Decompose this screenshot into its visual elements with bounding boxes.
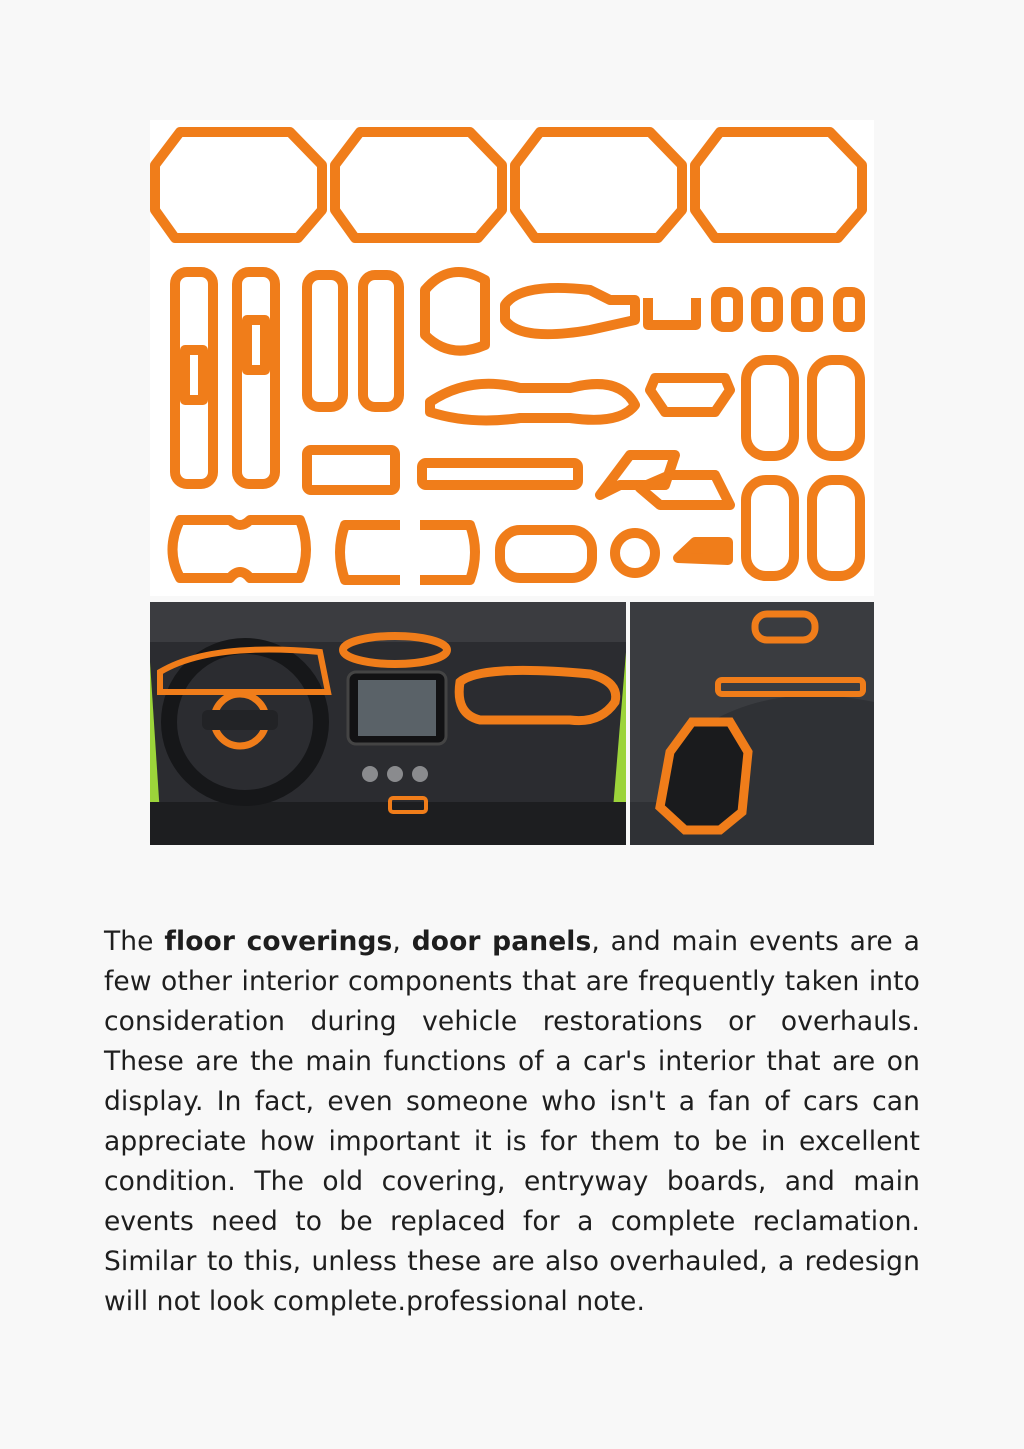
term-door-panels: door panels (411, 925, 592, 957)
intro-text: The (104, 925, 165, 957)
article-paragraph (104, 922, 920, 1322)
body-text: , and main events are a few other interior components that are frequently taken into consideration during vehicle restorations or overhauls. These are the main functions of a car's interior that are on display. In fact, even someone who isn't a fan of cars can appreciate how important it is for them to be in excellent condition. The old covering, entryway boards, and main events need to be replaced for a complete reclamation. Similar to this, unless these are also overhauled, a redesign will not look complete.professional note. (104, 925, 920, 1317)
separator-text: , (392, 925, 412, 957)
dashboard-photo (150, 602, 626, 845)
product-figure (150, 120, 874, 845)
term-floor-coverings: floor coverings (164, 925, 393, 957)
trim-parts-image (150, 120, 874, 596)
door-panel-photo (630, 602, 874, 845)
